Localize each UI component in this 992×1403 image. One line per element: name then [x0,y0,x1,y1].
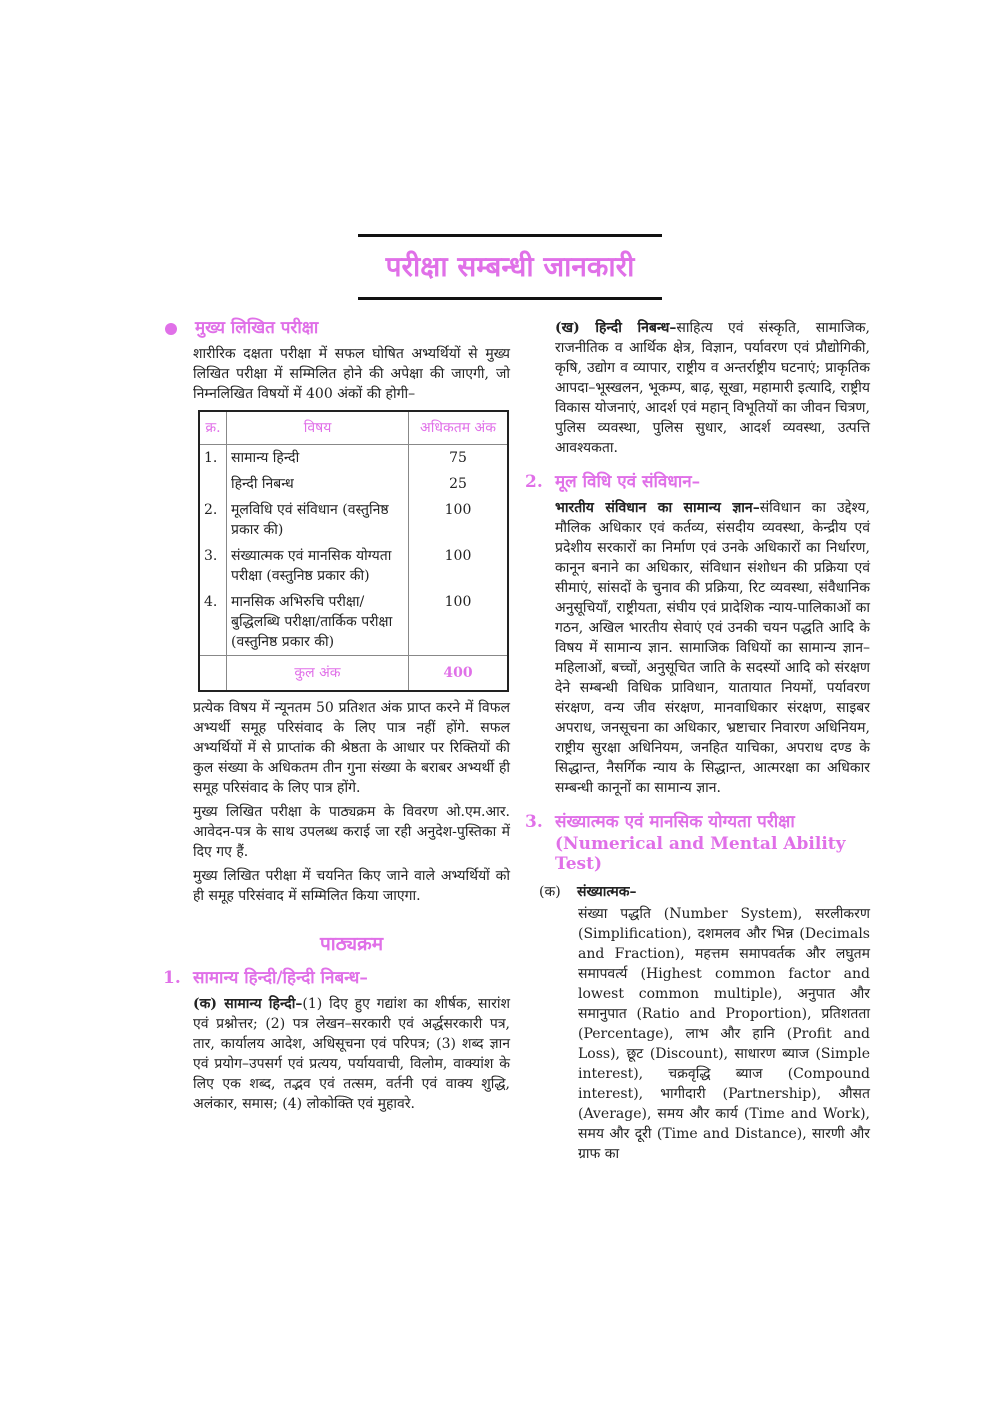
subsection-label: (क) [539,884,561,900]
row-marks: 100 [444,594,472,610]
numerical-topics: संख्या पद्धति (Number System), सरलीकरण (Simplification), दशमलव और भिन्न (Decimals and Fraction), महत्तम समापवर्तक और लघुतम समापवर्त्य (Highest common factor and lowest common multiple), अनुपात और समानुपात (Ratio and Proportion), प्रतिशतता (Percentage), लाभ और हानि (Profit and Loss), छूट (Discount), साधारण ब्याज (Simple interest), चक्रवृद्धि ब्याज (Compound interest), भागीदारी (Partnership), औसत (Average), समय और कार्य (Time and Work), समय और दूरी (Time and Distance), सारणी और ग्राफ का [578,906,870,1162]
table-total-row [199,656,508,692]
table-header-max-marks: अधिकतम अंक [409,411,509,445]
row-no: 3. [199,543,227,589]
table-header-subject: विषय [227,411,409,445]
row-marks: 75 [449,450,467,466]
row-no: 1. [199,445,227,472]
row-marks: 100 [444,548,472,564]
section-number: 3. [525,812,543,832]
section-1-heading [163,968,510,988]
hindi-essay-paragraph [555,318,870,458]
paragraph-syllabus-details: मुख्य लिखित परीक्षा के पाठ्यक्रम के विवरण ओ.एम.आर. आवेदन-पत्र के साथ उपलब्ध कराई जा रही अनुदेश-पुस्तिका में दिए गए हैं. [193,804,510,860]
total-label: कुल अंक [227,656,409,692]
empty-cell [199,656,227,692]
heading-text: सामान्य हिन्दी/हिन्दी निबन्ध– [193,968,368,988]
marks-table [198,410,509,692]
bullet-icon [165,323,177,335]
table-row [199,543,508,589]
table-header-serial: क्र. [199,411,227,445]
subsection-label: (क) सामान्य हिन्दी– [193,996,303,1012]
subsection-label: (ख) हिन्दी निबन्ध– [555,320,677,336]
section-heading-main-written-exam [163,318,510,338]
heading-text: मूल विधि एवं संविधान– [555,472,701,492]
table-row [199,471,508,497]
row-subject: संख्यात्मक एवं मानसिक योग्यता परीक्षा (वस्तुनिष्ठ प्रकार की) [227,543,409,589]
intro-paragraph: शारीरिक दक्षता परीक्षा में सफल घोषित अभ्यर्थियों से मुख्य लिखित परीक्षा में सम्मिलित होने की अपेक्षा की जाएगी, जो निम्नलिखित विषयों में 400 अंकों की होगी– [193,346,510,402]
table-row [199,445,508,472]
section-number: 2. [525,472,543,492]
bold-lead: भारतीय संविधान का सामान्य ज्ञान– [555,500,760,516]
syllabus-heading: पाठ्यक्रम [319,933,384,955]
right-column [525,318,870,1164]
general-hindi-paragraph [193,994,510,1114]
total-value: 400 [409,656,509,692]
constitution-paragraph [555,498,870,798]
subsection-text: (1) दिए हुए गद्यांश का शीर्षक, सारांश एवं प्रश्नोत्तर; (2) पत्र लेखन–सरकारी एवं अर्द्धसरकारी पत्र, तार, कार्यालय आदेश, अधिसूचना एवं परिपत्र; (3) शब्द ज्ञान एवं प्रयोग–उपसर्ग एवं प्रत्यय, पर्यायवाची, विलोम, वाक्यांश के लिए एक शब्द, तद्भव एवं तत्सम, वर्तनी एवं वाक्य शुद्धि, अलंकार, समास; (4) लोकोक्ति एवं मुहावरे. [193,996,510,1112]
section-2-heading [525,472,870,492]
page-title-box [358,234,662,300]
paragraph-min-marks: प्रत्येक विषय में न्यूनतम 50 प्रतिशत अंक प्राप्त करने में विफल अभ्यर्थी समूह परिसंवाद के लिए पात्र नहीं होंगे. सफल अभ्यर्थियों में से प्राप्तांक की श्रेष्ठता के आधार पर रिक्तियों की कुल संख्या के अधिकतम तीन गुना संख्या के बराबर अभ्यर्थी ही समूह परिसंवाद के लिए पात्र होंगे. [193,700,510,796]
paragraph-text: संविधान का उद्देश्य, मौलिक अधिकार एवं कर्तव्य, संसदीय व्यवस्था, केन्द्रीय एवं प्रदेशीय सरकारों का निर्माण एवं उनके अधिकारों का निर्धारण, कानून बनाने का अधिकार, संविधान संशोधन की प्रक्रिया एवं सीमाएं, सांसदों के चुनाव की प्रक्रिया, रिट व्यवस्था, संवैधानिक अनुसूचियाँ, राष्ट्रीयता, संघीय एवं प्रादेशिक न्याय-पालिकाओं का गठन, अखिल भारतीय सेवाएं एवं उनकी चयन पद्धति आदि के विषय में सामान्य ज्ञान. सामाजिक विधियों का सामान्य ज्ञान–महिलाओं, बच्चों, अनुसूचित जाति के सदस्यों आदि को संरक्षण देने सम्बन्धी विधिक प्राविधान, यातायात नियमों, पर्यावरण संरक्षण, वन्य जीव संरक्षण, मानवाधिकार संरक्षण, साइबर अपराध, जनसूचना का अधिकार, भ्रष्टाचार निवारण अधिनियम, राष्ट्रीय सुरक्षा अधिनियम, जनहित याचिका, अपराध दण्ड के सिद्धान्त, नैसर्गिक न्याय के सिद्धान्त, आत्मरक्षा का अधिकार सम्बन्धी कानूनों का सामान्य ज्ञान. [555,500,870,796]
paragraph-selected-candidates: मुख्य लिखित परीक्षा में चयनित किए जाने वाले अभ्यर्थियों को ही समूह परिसंवाद में सम्मिलित किया जाएगा. [193,868,510,904]
section-3-heading-english: (Numerical and Mental Ability Test) [555,834,846,874]
subsection-title: संख्यात्मक– [577,884,637,900]
row-no: 2. [199,497,227,543]
table-row [199,589,508,656]
row-marks: 25 [449,476,467,492]
left-column [163,318,510,1118]
subsection-text: साहित्य एवं संस्कृति, सामाजिक, राजनीतिक व आर्थिक क्षेत्र, विज्ञान, पर्यावरण एवं प्रौद्योगिकी, कृषि, उद्योग व व्यापार, राष्ट्रीय व अन्तर्राष्ट्रीय घटनाएं; प्राकृतिक आपदा–भूस्खलन, भूकम्प, बाढ़, सूखा, महामारी इत्यादि, राष्ट्रीय विकास योजनाएं, आदर्श एवं महान् विभूतियों का जीवन चित्रण, पुलिस व्यवस्था, पुलिस सुधार, आदर्श व्यवस्था, उत्पत्ति आवश्यकता. [555,320,870,456]
numerical-subsection [539,882,870,902]
row-marks: 100 [444,502,472,518]
row-subject: हिन्दी निबन्ध [227,471,409,497]
row-subject: मानसिक अभिरुचि परीक्षा/बुद्धिलब्धि परीक्षा/तार्किक परीक्षा (वस्तुनिष्ठ प्रकार की) [227,589,409,656]
section-number: 1. [163,968,181,988]
page-title: परीक्षा सम्बन्धी जानकारी [385,250,635,283]
table-row [199,497,508,543]
row-no [199,471,227,497]
heading-text: संख्यात्मक एवं मानसिक योग्यता परीक्षा [555,812,795,832]
section-3-heading [525,812,870,832]
row-no: 4. [199,589,227,656]
heading-text: मुख्य लिखित परीक्षा [195,318,319,338]
row-subject: मूलविधि एवं संविधान (वस्तुनिष्ठ प्रकार की) [227,497,409,543]
row-subject: सामान्य हिन्दी [227,445,409,472]
